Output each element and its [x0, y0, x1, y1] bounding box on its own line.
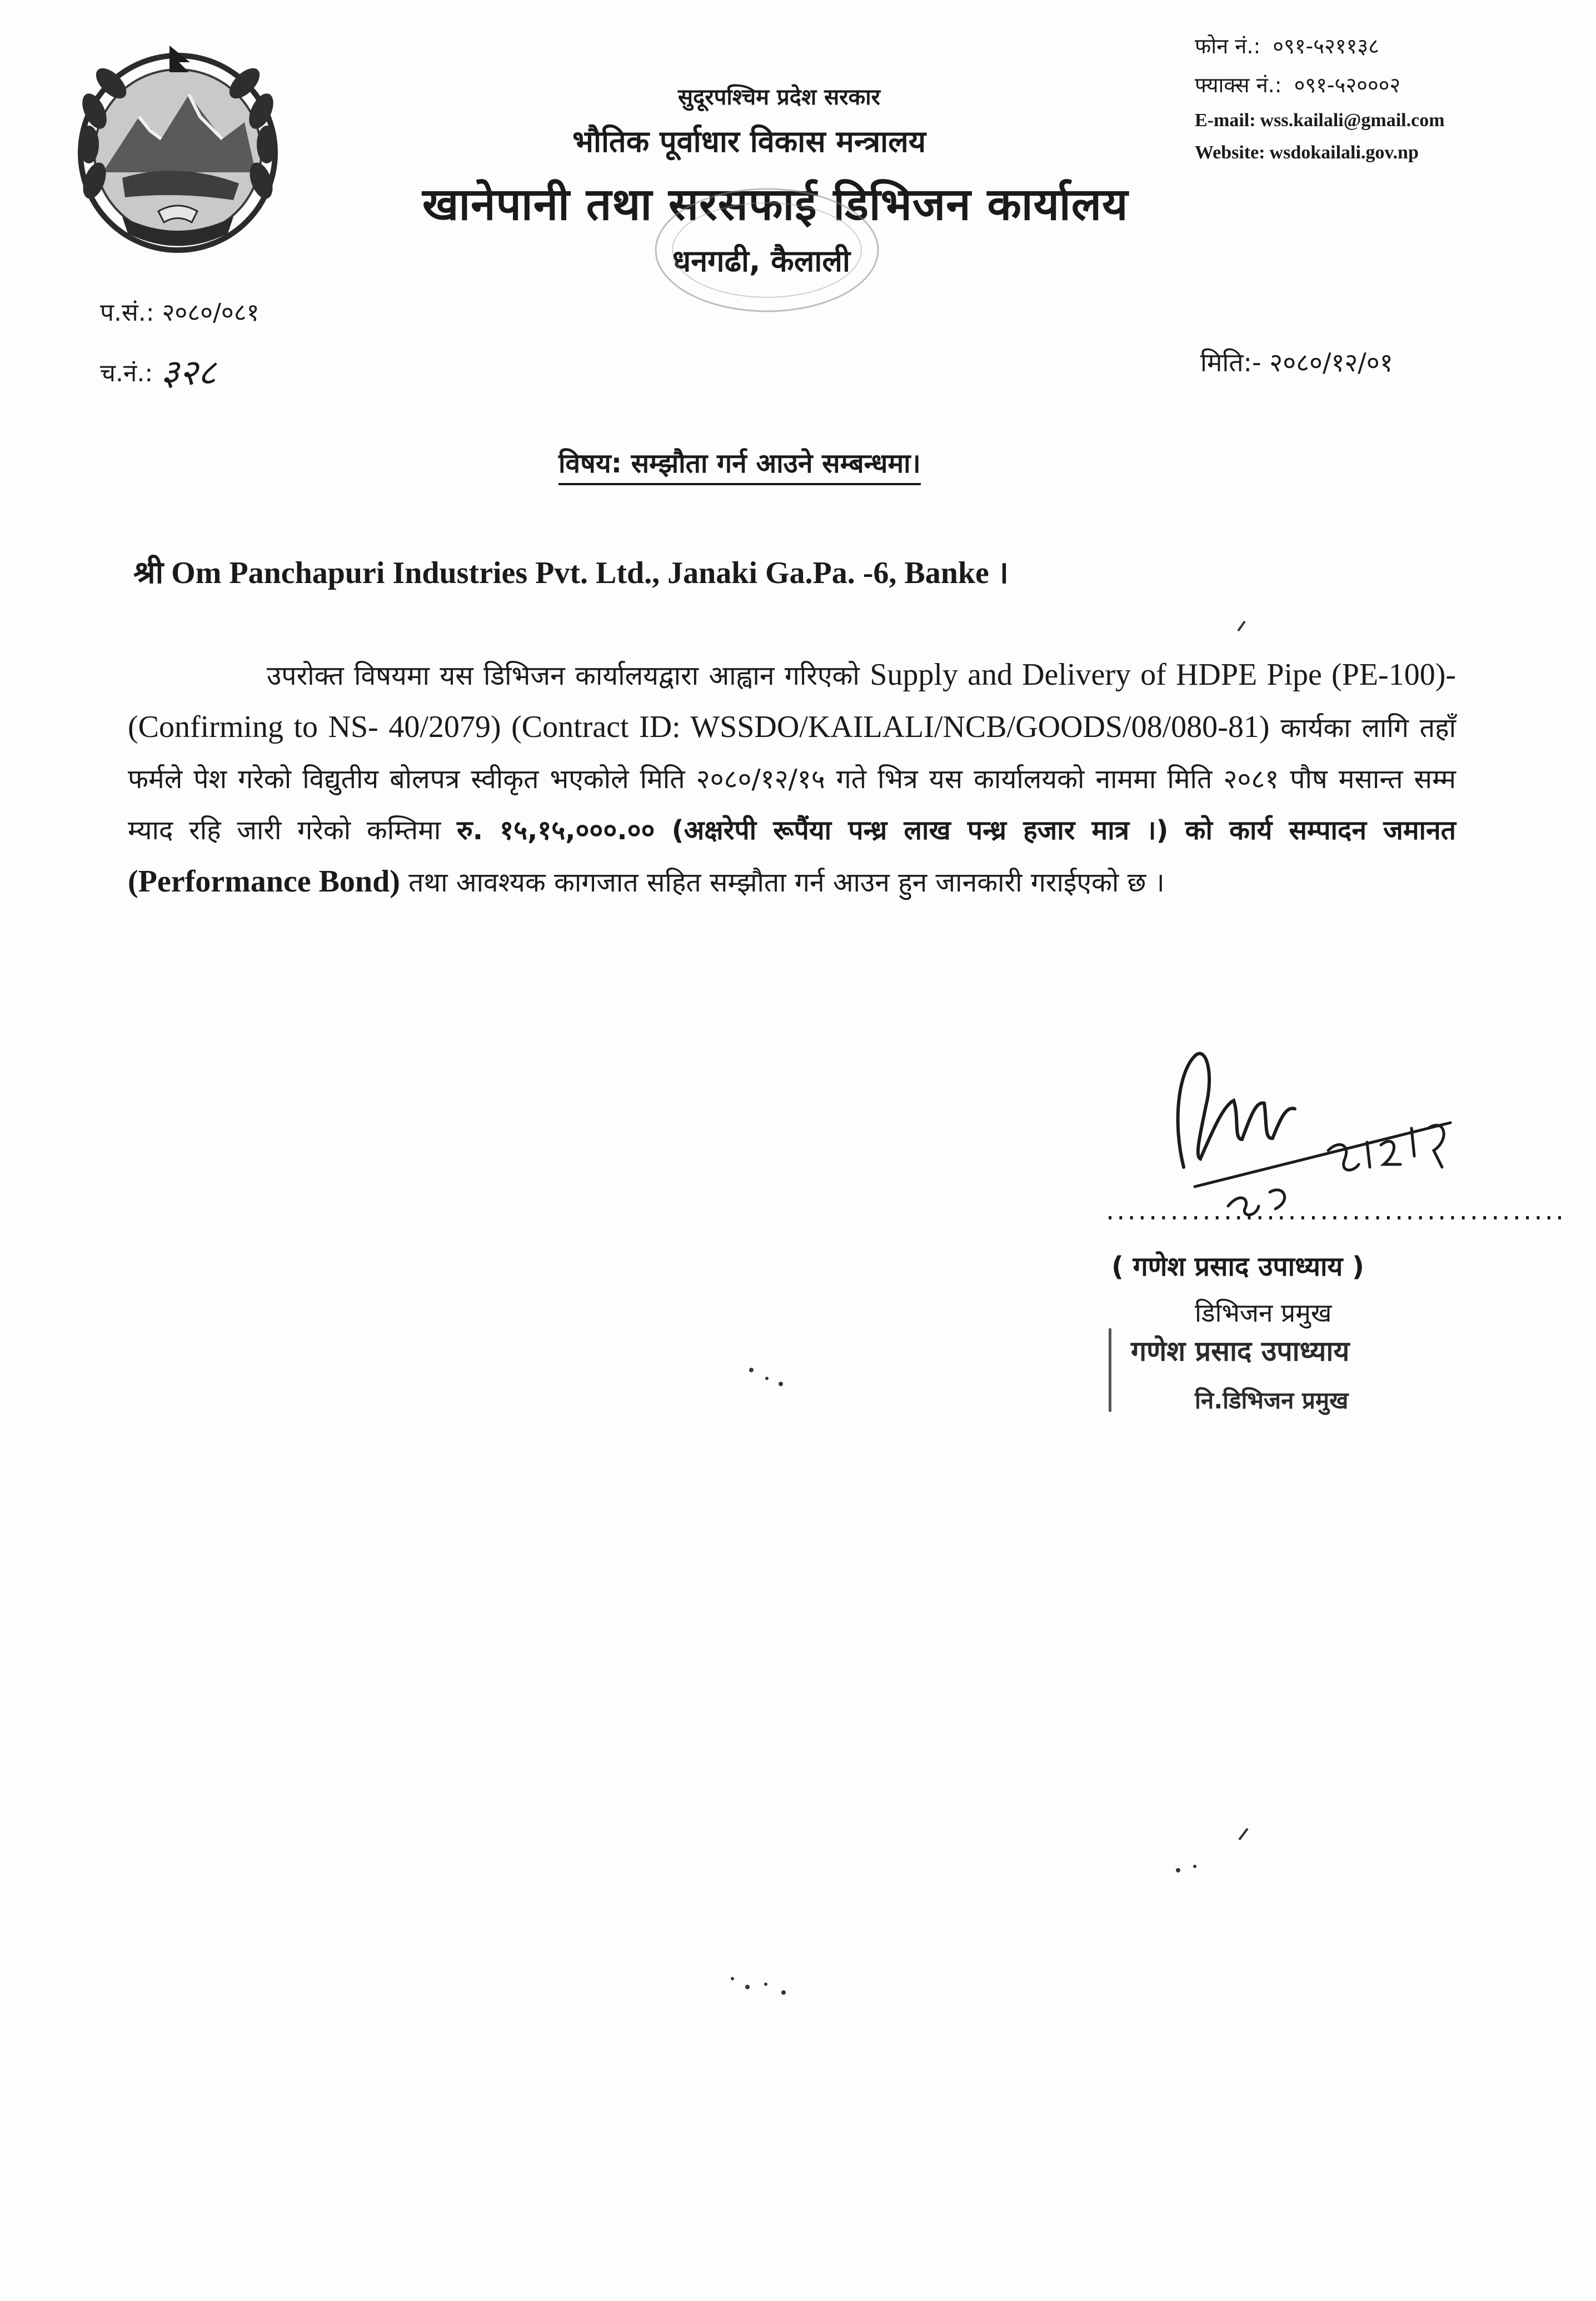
fax-label: फ्याक्स नं.:	[1195, 73, 1282, 97]
cn-label: च.नं.:	[100, 359, 153, 387]
reference-ps	[100, 295, 260, 328]
stamp-divider	[1109, 1328, 1111, 1412]
body-amount: रु. १५,१५,०००.०० (अक्षरेपी रूपैंया पन्ध्र लाख पन्ध्र हजार मात्र ।) को कार्य सम्पादन जमानत	[457, 815, 1456, 846]
ps-value: २०८०/०८१	[162, 298, 260, 327]
phone-value: ०९१-५२११३८	[1273, 34, 1379, 58]
reference-cn	[100, 343, 216, 392]
contact-block	[1195, 27, 1584, 169]
body-contract-title: Supply and Delivery of HDPE Pipe (PE-100)-(Confirming to NS- 40/2079) (Contract ID: WSSDO/KAILALI/NCB/GOODS/08/080-81)	[128, 658, 1456, 744]
website-value[interactable]: wsdokailali.gov.np	[1269, 142, 1419, 163]
website-label: Website:	[1195, 142, 1265, 163]
cn-value: ३२८	[161, 352, 217, 394]
phone-label: फोन नं.:	[1195, 34, 1261, 58]
body-paragraph	[128, 649, 1456, 908]
subject-line: विषय: सम्झौता गर्न आउने सम्बन्धमा।	[558, 445, 921, 485]
signature-dotted-line: ...........................................	[1106, 1195, 1567, 1226]
body-text-3: तथा आवश्यक कागजात सहित सम्झौता गर्न आउन हुन जानकारी गराईएको छ ।	[408, 867, 1165, 898]
fax-value: ०९१-५२०००२	[1294, 73, 1401, 97]
govt-name: सुदूरपश्चिम प्रदेश सरकार	[678, 84, 880, 110]
fax-row	[1195, 66, 1584, 104]
stamp-title: नि.डिभिजन प्रमुख	[1195, 1387, 1349, 1414]
office-location: धनगढी, कैलाली	[672, 243, 850, 278]
nepal-emblem-icon	[56, 33, 300, 267]
ministry-name: भौतिक पूर्वाधार विकास मन्त्रालय	[572, 124, 926, 159]
signer-name: ( गणेश प्रसाद उपाध्याय )	[1111, 1251, 1364, 1282]
office-seal-stamp	[650, 183, 884, 317]
addressee: श्री Om Panchapuri Industries Pvt. Ltd., Janaki Ga.Pa. -6, Banke ।	[133, 556, 1009, 590]
body-performance-bond: (Performance Bond)	[128, 864, 400, 899]
date-value: २०८०/१२/०१	[1269, 347, 1393, 377]
email-value[interactable]: wss.kailali@gmail.com	[1260, 110, 1445, 131]
stamp-name: गणेश प्रसाद उपाध्याय	[1131, 1335, 1350, 1367]
body-text-2: कार्यका लागि तहाँ फर्मले पेश गरेको विद्युतीय बोलपत्र स्वीकृत भएकोले मिति २०८०/१२/१५ गते भित्र यस कार्यालयको नाममा मिति २०८१ पौष मसान्त सम्म म्याद रहि जारी गरेको कम्तिमा	[128, 713, 1457, 846]
body-text-1: उपरोक्त विषयमा यस डिभिजन कार्यालयद्वारा आह्वान गरिएको	[267, 660, 860, 691]
date-label: मिति:-	[1200, 347, 1261, 377]
ps-label: प.सं.:	[100, 298, 154, 327]
email-label: E-mail:	[1195, 110, 1256, 131]
email-row	[1195, 104, 1584, 137]
office-name: खानेपानी तथा सरसफाई डिभिजन कार्यालय	[422, 178, 1129, 230]
signer-title: डिभिजन प्रमुख	[1195, 1298, 1332, 1328]
website-row	[1195, 137, 1584, 169]
phone-row	[1195, 27, 1584, 66]
letter-date	[1200, 345, 1393, 379]
